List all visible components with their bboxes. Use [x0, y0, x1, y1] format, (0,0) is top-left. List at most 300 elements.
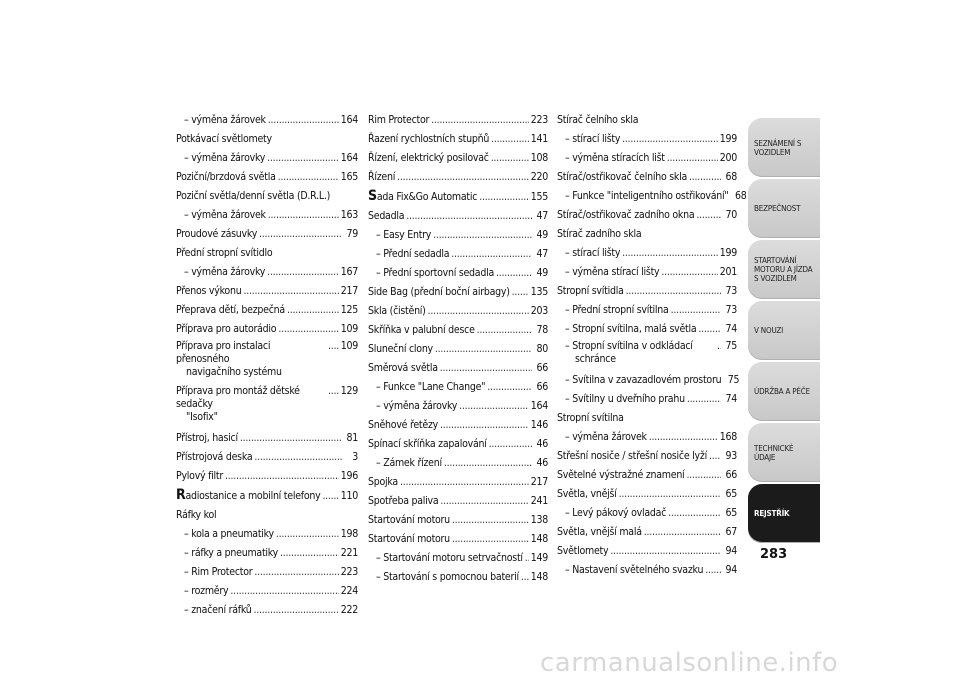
index-entry	[176, 282, 358, 301]
index-entry	[368, 245, 548, 264]
entry-label: Ráfky kol	[176, 509, 217, 521]
index-column-2	[368, 111, 548, 587]
entry-label: Potkávací světlomety	[176, 133, 272, 145]
entry-label: Proudové zásuvky	[176, 228, 258, 240]
dot-leader	[626, 282, 721, 301]
entry-label: Sněhové řetězy	[368, 419, 438, 431]
entry-label: Přístroj, hasicí	[176, 432, 238, 444]
entry-label: Přenos výkonu	[176, 285, 242, 297]
entry-page-number: 149	[530, 552, 548, 564]
dot-leader	[253, 601, 338, 620]
dot-leader	[433, 226, 532, 245]
entry-page-number: 46	[536, 438, 548, 450]
entry-page-number: 135	[530, 286, 548, 298]
dot-leader	[649, 428, 718, 447]
dot-leader	[709, 447, 721, 466]
entry-label	[368, 187, 477, 207]
index-entry	[176, 111, 358, 130]
entry-page-number: 94	[725, 564, 737, 576]
index-entry	[176, 244, 358, 263]
page-number: 283	[760, 547, 788, 562]
dot-leader	[521, 568, 529, 587]
dot-leader	[668, 504, 721, 523]
dot-leader	[444, 454, 532, 473]
chapter-tab-label: TECHNICKÉ ÚDAJE	[754, 443, 794, 462]
entry-page-number: 110	[340, 490, 358, 502]
entry-page-number: 93	[725, 450, 737, 462]
index-entry	[368, 473, 548, 492]
dot-leader	[667, 149, 718, 168]
entry-page-number: 108	[530, 152, 548, 164]
entry-label: – Přední stropní svítilna	[565, 304, 669, 316]
index-entry	[368, 207, 548, 226]
index-entry	[176, 563, 358, 582]
index-entry	[557, 428, 737, 447]
entry-label: – výměna žárovek	[565, 431, 647, 443]
index-entry	[557, 409, 737, 428]
index-entry	[557, 244, 737, 263]
entry-page-number: 47	[536, 248, 548, 260]
entry-label: Poziční světla/denní světla (D.R.L.)	[176, 190, 331, 202]
entry-label: Stírač čelního skla	[557, 114, 639, 126]
dot-leader	[435, 340, 532, 359]
entry-label: – Nastavení světelného svazku	[565, 564, 704, 576]
entry-page-number: 109	[340, 340, 358, 352]
entry-label-line1: Příprava pro montáž dětské sedačky	[176, 385, 300, 410]
entry-label: – výměna žárovky	[184, 266, 266, 278]
entry-page-number: 164	[340, 114, 358, 126]
dot-leader	[661, 263, 717, 282]
index-entry	[368, 321, 548, 340]
entry-label: – značení ráfků	[184, 604, 252, 616]
index-entry	[557, 561, 737, 580]
entry-label: – kola a pneumatiky	[184, 528, 274, 540]
index-entry	[557, 206, 737, 225]
entry-label: Sedadla	[368, 210, 405, 222]
dot-leader	[717, 340, 721, 353]
entry-page-number: 47	[536, 210, 548, 222]
entry-page-number: 78	[536, 324, 548, 336]
entry-label: Řazení rychlostních stupňů	[368, 133, 490, 145]
entry-label: Sluneční clony	[368, 343, 433, 355]
index-entry	[557, 187, 747, 206]
index-entry	[557, 320, 737, 339]
entry-label: – Funkce "inteligentního ostřikování"	[565, 190, 729, 202]
entry-page-number: 168	[719, 431, 737, 443]
index-column-1	[176, 111, 358, 620]
index-entry	[368, 111, 548, 130]
entry-label: Světla, vnější malá	[557, 526, 642, 538]
entry-label: Stírač/ostřikovač zadního okna	[557, 209, 695, 221]
entry-page-number: 80	[536, 343, 548, 355]
entry-label: Přeprava dětí, bezpečná	[176, 304, 285, 316]
entry-label: Přední stropní svítidlo	[176, 247, 273, 259]
dot-leader	[328, 385, 339, 398]
entry-page-number: 164	[340, 152, 358, 164]
index-entry	[368, 130, 548, 149]
index-entry	[176, 601, 358, 620]
entry-label: – výměna žárovek	[184, 209, 266, 221]
dot-leader	[477, 321, 532, 340]
index-entry	[368, 568, 548, 587]
entry-label: Přístrojová deska	[176, 451, 253, 463]
dot-leader	[322, 487, 338, 506]
chapter-tab-label: REJSTŘÍK	[754, 509, 790, 518]
dot-leader	[254, 563, 338, 582]
index-entry	[176, 384, 358, 429]
entry-page-number: 155	[530, 191, 548, 203]
entry-label: – Startování motoru setrvačností	[376, 552, 523, 564]
entry-page-number: 222	[340, 604, 358, 616]
entry-label-line2: schránce	[575, 353, 616, 365]
entry-label: Spínací skříňka zapalování	[368, 438, 487, 450]
index-entry	[557, 301, 737, 320]
entry-label: Světelné výstražné znamení	[557, 469, 685, 481]
entry-label-text: adiostanice a mobilní telefony	[185, 490, 321, 502]
entry-page-number: 75	[725, 340, 737, 352]
entry-label: – Přední sedadla	[376, 248, 450, 260]
entry-page-number: 223	[340, 566, 358, 578]
index-entry	[176, 149, 358, 168]
index-entry	[557, 371, 740, 390]
index-entry	[176, 301, 358, 320]
entry-label: – Rim Protector	[184, 566, 253, 578]
entry-page-number: 109	[340, 323, 358, 335]
letter-initial: R	[176, 487, 186, 503]
entry-label: Stírač zadního skla	[557, 228, 642, 240]
chapter-tab[interactable]	[748, 423, 820, 482]
index-entry	[557, 111, 737, 130]
entry-page-number: 81	[346, 432, 358, 444]
index-entry	[557, 339, 737, 371]
dot-leader	[267, 263, 339, 282]
entry-page-number: 198	[340, 528, 358, 540]
dot-leader	[619, 485, 721, 504]
dot-leader	[687, 390, 721, 409]
index-entry	[368, 359, 548, 378]
chapter-tab-label: ÚDRŽBA A PÉČE	[754, 387, 810, 396]
entry-label: – rozměry	[184, 585, 229, 597]
entry-page-number: 3	[352, 451, 358, 463]
index-entry	[557, 542, 737, 561]
entry-label: – Funkce "Lane Change"	[376, 381, 486, 393]
index-entry	[557, 523, 737, 542]
entry-label: – výměna žárovky	[184, 152, 266, 164]
entry-page-number: 65	[725, 488, 737, 500]
entry-page-number: 75	[727, 374, 740, 386]
letter-initial: S	[368, 188, 377, 204]
entry-label: – výměna žárovek	[184, 114, 266, 126]
index-entry	[176, 320, 358, 339]
index-entry	[176, 130, 358, 149]
index-entry	[557, 485, 737, 504]
index-entry	[557, 130, 737, 149]
entry-page-number: 68	[734, 190, 747, 202]
index-entry	[368, 530, 548, 549]
dot-leader	[243, 282, 338, 301]
index-entry	[368, 511, 548, 530]
entry-label: Rim Protector	[368, 114, 430, 126]
chapter-tab-label: SEZNÁMENÍ S VOZIDLEM	[754, 138, 802, 157]
index-entry	[176, 448, 358, 467]
entry-label: Příprava pro autorádio	[176, 323, 277, 335]
dot-leader	[696, 206, 721, 225]
entry-label-line2: "Isofix"	[186, 411, 218, 423]
dot-leader	[406, 207, 532, 226]
index-entry	[368, 454, 548, 473]
chapter-tab[interactable]	[748, 179, 820, 238]
entry-page-number: 148	[530, 533, 548, 545]
dot-leader	[644, 523, 721, 542]
entry-page-number: 138	[530, 514, 548, 526]
entry-label: – výměna stíracích lišt	[565, 152, 665, 164]
entry-page-number: 203	[530, 305, 548, 317]
index-entry	[557, 149, 737, 168]
entry-page-number: 200	[719, 152, 737, 164]
index-entry	[176, 544, 358, 563]
dot-leader	[686, 466, 721, 485]
index-entry	[557, 466, 737, 485]
entry-page-number: 224	[340, 585, 358, 597]
dot-leader	[267, 149, 339, 168]
dot-leader	[491, 130, 529, 149]
entry-label	[565, 340, 715, 366]
entry-label: Stírač/ostřikovač čelního skla	[557, 171, 688, 183]
index-entry	[368, 226, 548, 245]
entry-page-number: 223	[530, 114, 548, 126]
entry-label-line1: Příprava pro instalaci přenosného	[176, 340, 271, 365]
entry-page-number: 65	[725, 507, 737, 519]
entry-label: Světla, vnější	[557, 488, 617, 500]
entry-label: – stírací lišty	[565, 247, 621, 259]
dot-leader	[622, 244, 718, 263]
entry-page-number: 74	[725, 323, 737, 335]
entry-page-number: 221	[340, 547, 358, 559]
entry-page-number: 46	[536, 457, 548, 469]
dot-leader	[689, 168, 721, 187]
index-entry	[368, 283, 548, 302]
entry-page-number: 49	[536, 229, 548, 241]
watermark: carmanualsonline.info	[540, 648, 839, 678]
index-entry	[368, 149, 548, 168]
dot-leader	[512, 283, 529, 302]
entry-label: Řízení, elektrický posilovač	[368, 152, 489, 164]
entry-label: Spotřeba paliva	[368, 495, 439, 507]
entry-label: Směrová světla	[368, 362, 438, 374]
dot-leader	[287, 301, 339, 320]
entry-label: Řízení	[368, 171, 396, 183]
entry-label: – výměna stírací lišty	[565, 266, 660, 278]
entry-label	[176, 486, 320, 506]
index-entry	[368, 435, 548, 454]
entry-page-number: 196	[340, 470, 358, 482]
entry-label: Světlomety	[557, 545, 609, 557]
entry-label: – výměna žárovky	[376, 400, 458, 412]
entry-page-number: 73	[725, 304, 737, 316]
index-entry	[368, 340, 548, 359]
dot-leader	[240, 429, 342, 448]
index-entry	[368, 416, 548, 435]
entry-label: – Přední sportovní sedadla	[376, 267, 495, 279]
chapter-tab[interactable]	[748, 118, 820, 177]
entry-page-number: 163	[340, 209, 358, 221]
dot-leader	[525, 549, 529, 568]
dot-leader	[622, 130, 718, 149]
entry-page-number: 220	[530, 171, 548, 183]
index-entry	[176, 225, 358, 244]
index-entry	[557, 447, 737, 466]
entry-label: – stírací lišty	[565, 133, 621, 145]
dot-leader	[278, 320, 338, 339]
index-entry	[557, 504, 737, 523]
entry-page-number: 66	[536, 362, 548, 374]
chapter-tab-label: BEZPEČNOST	[754, 204, 801, 213]
index-entry	[368, 492, 548, 511]
chapter-tab[interactable]	[748, 362, 820, 421]
dot-leader	[278, 168, 339, 187]
dot-leader	[268, 206, 339, 225]
chapter-tab[interactable]	[748, 484, 820, 543]
dot-leader	[489, 435, 532, 454]
entry-label: Skříňka v palubní desce	[368, 324, 475, 336]
entry-label: – ráfky a pneumatiky	[184, 547, 278, 559]
index-entry	[176, 339, 358, 384]
entry-page-number: 94	[725, 545, 737, 557]
entry-page-number: 146	[530, 419, 548, 431]
entry-label	[176, 340, 326, 379]
index-entry	[368, 549, 548, 568]
entry-page-number: 199	[719, 133, 737, 145]
entry-page-number: 49	[536, 267, 548, 279]
entry-label: – Svítilny u dveřního prahu	[565, 393, 685, 405]
entry-page-number: 141	[530, 133, 548, 145]
index-entry	[368, 397, 548, 416]
entry-label: Pylový filtr	[176, 470, 224, 482]
index-entry	[176, 168, 358, 187]
index-entry	[176, 525, 358, 544]
entry-label: Střešní nosiče / střešní nosiče lyží	[557, 450, 707, 462]
chapter-tab[interactable]	[748, 240, 820, 299]
dot-leader	[459, 397, 529, 416]
dot-leader	[671, 301, 721, 320]
entry-page-number: 241	[530, 495, 548, 507]
index-column-3	[557, 111, 747, 580]
entry-label: Spojka	[368, 476, 398, 488]
dot-leader	[452, 511, 529, 530]
index-entry	[176, 486, 358, 506]
entry-label: Startování motoru	[368, 514, 450, 526]
entry-label: – Stropní svítilna, malá světla	[565, 323, 697, 335]
index-entry	[368, 302, 548, 321]
dot-leader	[397, 168, 529, 187]
entry-page-number: 125	[340, 304, 358, 316]
entry-label: – Easy Entry	[376, 229, 432, 241]
dot-leader	[230, 582, 338, 601]
entry-label: Poziční/brzdová světla	[176, 171, 276, 183]
entry-label: Stropní svítidla	[557, 285, 624, 297]
dot-leader	[328, 340, 339, 353]
entry-label: – Svítilna v zavazadlovém prostoru	[565, 374, 722, 386]
index-entry	[368, 264, 548, 283]
entry-page-number: 165	[340, 171, 358, 183]
entry-label: Startování motoru	[368, 533, 450, 545]
chapter-tabs	[748, 118, 820, 545]
dot-leader	[428, 302, 529, 321]
entry-label	[176, 385, 326, 424]
dot-leader	[440, 359, 532, 378]
entry-page-number: 201	[719, 266, 737, 278]
index-entry	[176, 582, 358, 601]
dot-leader	[440, 492, 528, 511]
index-entry	[176, 467, 358, 486]
entry-page-number: 217	[340, 285, 358, 297]
dot-leader	[440, 416, 529, 435]
entry-page-number: 67	[725, 526, 737, 538]
entry-label: – Startování s pomocnou baterií	[376, 571, 519, 583]
index-entry	[176, 429, 358, 448]
entry-page-number: 66	[725, 469, 737, 481]
index-entry	[368, 378, 548, 397]
index-entry	[176, 263, 358, 282]
entry-page-number: 167	[340, 266, 358, 278]
index-entry	[176, 206, 358, 225]
index-entry	[368, 187, 548, 207]
entry-page-number: 164	[530, 400, 548, 412]
entry-label: – Levý pákový ovladač	[565, 507, 667, 519]
dot-leader	[496, 264, 532, 283]
entry-page-number: 199	[719, 247, 737, 259]
dot-leader	[491, 149, 529, 168]
index-entry	[557, 225, 737, 244]
entry-page-number: 74	[725, 393, 737, 405]
dot-leader	[452, 530, 529, 549]
chapter-tab-label: V NOUZI	[754, 326, 784, 335]
chapter-tab[interactable]	[748, 301, 820, 360]
entry-page-number: 73	[725, 285, 737, 297]
index-entry	[557, 168, 737, 187]
entry-page-number: 129	[340, 385, 358, 397]
dot-leader	[479, 188, 529, 207]
index-entry	[557, 390, 737, 409]
entry-label-line1: – Stropní svítilna v odkládací	[565, 340, 693, 352]
dot-leader	[705, 561, 721, 580]
dot-leader	[254, 448, 342, 467]
entry-page-number: 68	[725, 171, 737, 183]
index-entry	[176, 187, 358, 206]
entry-label: – Zámek řízení	[376, 457, 442, 469]
entry-page-number: 66	[536, 381, 548, 393]
entry-page-number: 70	[725, 209, 737, 221]
index-entry	[557, 282, 737, 301]
dot-leader	[451, 245, 532, 264]
entry-label-text: ada Fix&Go Automatic	[376, 191, 478, 203]
dot-leader	[280, 544, 339, 563]
entry-page-number: 148	[530, 571, 548, 583]
entry-label: Side Bag (přední boční airbagy)	[368, 286, 510, 298]
entry-label-line2: navigačního systému	[186, 366, 282, 378]
dot-leader	[610, 542, 721, 561]
entry-page-number: 79	[346, 228, 358, 240]
dot-leader	[400, 473, 529, 492]
index-entry	[368, 168, 548, 187]
index-entry	[176, 506, 358, 525]
entry-label: Skla (čistění)	[368, 305, 426, 317]
dot-leader	[225, 467, 339, 486]
index-entry	[557, 263, 737, 282]
dot-leader	[698, 320, 721, 339]
dot-leader	[259, 225, 342, 244]
entry-page-number: 217	[530, 476, 548, 488]
